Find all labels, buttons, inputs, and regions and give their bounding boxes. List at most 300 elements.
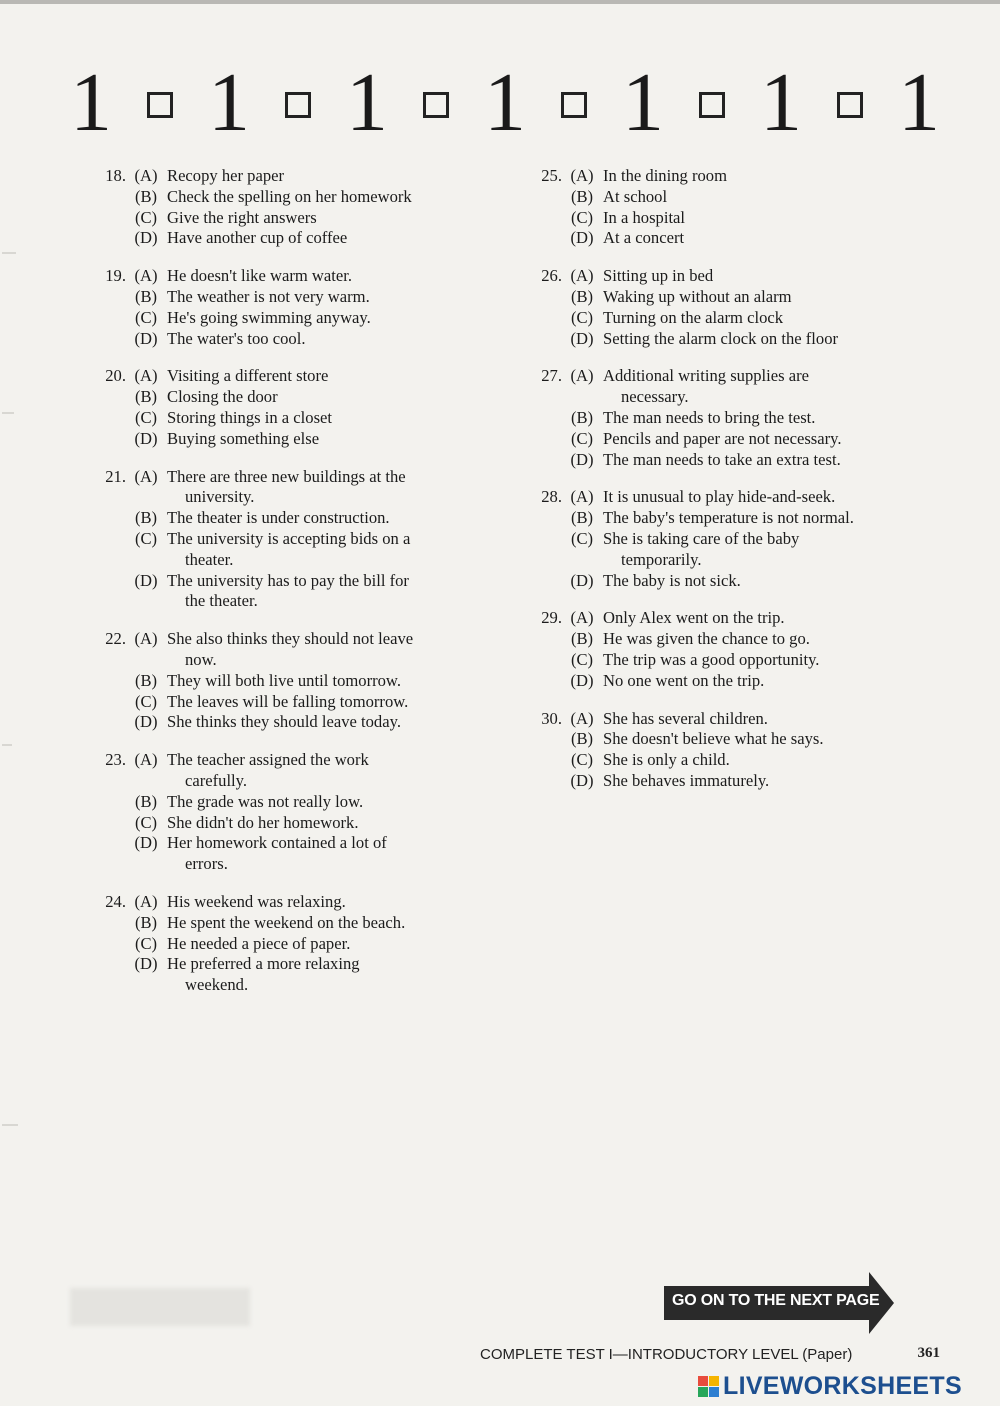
option-text-line: weekend. [185,975,249,995]
option-text-line: It is unusual to play hide-and-seek. [603,487,836,507]
answer-option [86,228,506,249]
top-rule [0,0,1000,4]
answer-option [522,629,932,650]
question-number [522,287,562,308]
option-text [602,508,932,529]
option-text-line: The weather is not very warm. [167,286,370,306]
option-text-line: At a concert [603,228,685,248]
next-page-label: GO ON TO THE NEXT PAGE [672,1292,880,1309]
option-text [166,208,506,229]
option-letter: (B) [134,791,158,811]
answer-option [522,228,932,249]
option-letter: (A) [570,166,594,185]
option-text [602,429,932,450]
answer-option [86,934,506,955]
answer-option [86,750,506,792]
option-text [602,529,932,571]
logo-tile [709,1387,719,1397]
option-letter: (D) [570,570,594,590]
question-number [522,450,562,471]
question-number: 19. [105,266,126,286]
option-letter: (B) [570,729,594,749]
answer-option [86,508,506,529]
banner-square-icon [285,92,311,118]
option-text [166,387,506,408]
question-item [86,467,506,613]
option-letter: (C) [570,428,594,448]
option-text [602,709,932,730]
answer-option [86,954,506,996]
option-letter: (C) [134,528,158,548]
answer-option [86,287,506,308]
answer-option [86,366,506,387]
question-number: 24. [105,891,126,911]
option-text-line: Sitting up in bed [603,266,714,286]
option-text-line: At school [603,186,668,206]
option-text-line: The teacher assigned the work [167,750,369,770]
answer-option [522,571,932,592]
answer-option [86,833,506,875]
option-text [166,712,506,733]
option-text [602,487,932,508]
question-number: 23. [105,750,126,770]
option-letter: (B) [570,407,594,427]
answer-option [86,571,506,613]
option-letter: (C) [570,528,594,548]
option-text-line: They will both live until tomorrow. [167,670,401,690]
option-text-line: In a hospital [603,207,686,227]
option-text-line: Her homework contained a lot of [167,833,387,853]
option-letter: (B) [570,629,594,649]
option-letter: (D) [570,228,594,248]
option-letter: (D) [134,954,158,974]
option-text [602,329,932,350]
answer-option [522,508,932,529]
option-letter: (A) [134,750,158,770]
option-text-line: carefully. [185,770,248,790]
question-item [522,266,932,349]
option-text-line: theater. [185,549,234,569]
answer-option [522,529,932,571]
option-text-line: The man needs to take an extra test. [603,449,841,469]
option-text-line: The leaves will be falling tomorrow. [167,691,409,711]
option-letter: (D) [134,428,158,448]
question-number [86,692,126,713]
option-letter: (B) [570,286,594,306]
option-text [602,187,932,208]
question-number [522,671,562,692]
question-number: 20. [105,366,126,386]
option-letter: (C) [134,307,158,327]
answer-option [86,408,506,429]
question-item [522,709,932,792]
option-text [602,408,932,429]
option-text-line: necessary. [621,387,689,407]
option-text-line: Recopy her paper [167,166,285,185]
option-text [166,308,506,329]
question-number [86,934,126,955]
banner-digit: 1 [346,56,388,149]
question-number [522,329,562,350]
option-letter: (C) [570,207,594,227]
option-letter: (D) [570,770,594,790]
option-letter: (B) [570,186,594,206]
question-number [86,408,126,429]
banner-digit: 1 [484,56,526,149]
option-letter: (B) [134,508,158,528]
option-letter: (D) [134,570,158,590]
option-text-line: She also thinks they should not leave [167,629,414,649]
option-text-line: She thinks they should leave today. [167,712,401,732]
option-text-line: The baby is not sick. [603,570,741,590]
answer-option [86,671,506,692]
answer-option [522,750,932,771]
option-text-line: She doesn't believe what he says. [603,729,824,749]
answer-option [522,187,932,208]
option-text-line: His weekend was relaxing. [167,891,346,911]
option-text-line: The theater is under construction. [167,508,390,528]
option-text [166,508,506,529]
question-number [522,771,562,792]
option-text-line: Have another cup of coffee [167,228,348,248]
answer-option [522,266,932,287]
answer-option [522,487,932,508]
answer-option [522,450,932,471]
liveworksheets-logo-icon [698,1376,719,1397]
option-text [602,571,932,592]
question-number [86,954,126,996]
option-letter: (D) [134,833,158,853]
question-number [522,308,562,329]
question-number [522,228,562,249]
option-text [602,629,932,650]
question-number [86,813,126,834]
liveworksheets-watermark [698,1371,962,1401]
option-text [602,287,932,308]
option-text-line: She has several children. [603,708,768,728]
question-number [522,208,562,229]
question-column-left [86,166,506,1013]
option-text-line: The grade was not really low. [167,791,364,811]
option-text [166,187,506,208]
banner-digit: 1 [760,56,802,149]
answer-option [86,187,506,208]
answer-option [522,166,932,187]
question-number [86,792,126,813]
option-letter: (C) [570,750,594,770]
answer-option [522,429,932,450]
option-text-line: The man needs to bring the test. [603,407,816,427]
answer-option [86,813,506,834]
answer-option [522,650,932,671]
option-text [166,329,506,350]
option-text [166,529,506,571]
banner-digit: 1 [898,56,940,149]
option-text [602,228,932,249]
answer-option [86,792,506,813]
question-item [522,166,932,249]
question-number [86,187,126,208]
option-text [166,954,506,996]
option-text-line: Turning on the alarm clock [603,307,784,327]
option-text-line: She is taking care of the baby [603,528,800,548]
option-text-line: Closing the door [167,387,278,407]
option-letter: (A) [570,487,594,507]
option-text [166,228,506,249]
option-text-line: No one went on the trip. [603,670,765,690]
question-number [522,650,562,671]
option-letter: (A) [134,466,158,486]
option-text-line: now. [185,649,217,669]
option-text-line: He doesn't like warm water. [167,266,353,286]
watermark-text: LIVEWORKSHEETS [723,1371,962,1400]
answer-option [86,692,506,713]
option-text [166,813,506,834]
option-letter: (A) [134,166,158,185]
option-text-line: There are three new buildings at the [167,466,406,486]
option-text [602,450,932,471]
option-text-line: Check the spelling on her homework [167,186,412,206]
option-text-line: Visiting a different store [167,366,329,386]
option-text [166,833,506,875]
question-number: 25. [541,166,562,185]
option-text [602,266,932,287]
banner-square-icon [423,92,449,118]
answer-option [522,408,932,429]
answer-option [522,329,932,350]
option-text-line: Only Alex went on the trip. [603,608,785,628]
option-text-line: Storing things in a closet [167,407,333,427]
question-number [86,571,126,613]
question-number [522,729,562,750]
question-number [86,712,126,733]
option-letter: (B) [134,912,158,932]
question-number [522,629,562,650]
option-text-line: He preferred a more relaxing [167,954,360,974]
option-letter: (A) [134,266,158,286]
option-letter: (A) [134,891,158,911]
banner-square-icon [561,92,587,118]
option-letter: (C) [134,691,158,711]
option-text-line: The university has to pay the bill for [167,570,409,590]
option-letter: (B) [134,186,158,206]
footer-title: COMPLETE TEST I—INTRODUCTORY LEVEL (Paper) [480,1346,853,1363]
option-text [166,287,506,308]
question-number [86,833,126,875]
scan-mark [2,1124,18,1126]
answer-option [86,329,506,350]
question-number: 28. [541,487,562,507]
question-number [522,508,562,529]
option-letter: (C) [570,649,594,669]
question-number [86,429,126,450]
option-text [602,166,932,187]
option-text-line: university. [185,487,255,507]
question-number: 29. [541,608,562,628]
question-number [86,529,126,571]
question-item [86,366,506,449]
answer-option [86,387,506,408]
answer-option [86,629,506,671]
option-letter: (B) [134,286,158,306]
question-column-right [522,166,932,809]
answer-option [86,529,506,571]
option-text-line: He's going swimming anyway. [167,307,371,327]
option-text [166,934,506,955]
option-text [166,629,506,671]
option-text [166,467,506,509]
answer-option [86,467,506,509]
option-letter: (D) [570,328,594,348]
option-letter: (B) [134,670,158,690]
question-number: 26. [541,266,562,286]
answer-option [86,429,506,450]
option-text [166,408,506,429]
banner-digit: 1 [622,56,664,149]
option-text [166,750,506,792]
option-text [602,771,932,792]
option-text [602,671,932,692]
page-footer [480,1346,940,1363]
option-text-line: She didn't do her homework. [167,812,359,832]
question-number [522,187,562,208]
option-text [602,750,932,771]
question-number [86,308,126,329]
option-text-line: The university is accepting bids on a [167,528,411,548]
option-text [166,692,506,713]
answer-option [86,913,506,934]
question-number [522,429,562,450]
answer-option [522,308,932,329]
option-letter: (C) [134,407,158,427]
answer-option [522,771,932,792]
answer-option [522,208,932,229]
answer-option [86,308,506,329]
option-letter: (D) [570,449,594,469]
option-letter: (A) [570,608,594,628]
question-number [86,208,126,229]
option-text [166,429,506,450]
option-text [602,729,932,750]
option-letter: (D) [134,328,158,348]
option-text [166,671,506,692]
answer-option [522,287,932,308]
option-text [602,366,932,408]
scan-mark [2,252,16,254]
option-letter: (C) [134,933,158,953]
option-text-line: Pencils and paper are not necessary. [603,428,842,448]
question-number: 18. [105,166,126,185]
question-number [522,571,562,592]
question-number: 22. [105,629,126,649]
question-number [86,228,126,249]
question-number [86,913,126,934]
option-letter: (A) [570,266,594,286]
question-item [86,166,506,249]
answer-option [522,366,932,408]
option-letter: (A) [570,366,594,386]
option-text-line: temporarily. [621,549,702,569]
option-text-line: Buying something else [167,428,320,448]
option-letter: (B) [570,508,594,528]
option-text-line: The baby's temperature is not normal. [603,508,854,528]
option-text-line: He spent the weekend on the beach. [167,912,406,932]
question-number [86,329,126,350]
section-banner [70,56,940,149]
option-letter: (C) [134,812,158,832]
question-item [86,629,506,733]
scan-mark [2,744,12,746]
option-text-line: the theater. [185,591,258,611]
answer-option [86,712,506,733]
option-text [166,792,506,813]
banner-digit: 1 [208,56,250,149]
option-text-line: He needed a piece of paper. [167,933,351,953]
answer-option [522,608,932,629]
question-number: 30. [541,708,562,728]
banner-digit: 1 [70,56,112,149]
option-letter: (A) [570,708,594,728]
question-number [86,671,126,692]
option-text [166,892,506,913]
banner-square-icon [147,92,173,118]
option-text [166,266,506,287]
option-letter: (A) [134,366,158,386]
option-letter: (A) [134,629,158,649]
answer-option [522,729,932,750]
option-text-line: Waking up without an alarm [603,286,792,306]
answer-option [522,709,932,730]
faded-smudge [70,1288,250,1326]
banner-square-icon [837,92,863,118]
option-text [166,571,506,613]
option-text-line: The water's too cool. [167,328,306,348]
option-text [602,650,932,671]
option-text [602,308,932,329]
logo-tile [698,1376,708,1386]
question-item [522,487,932,591]
option-text-line: Additional writing supplies are [603,366,810,386]
question-number: 21. [105,466,126,486]
question-item [86,750,506,875]
page-number: 361 [917,1345,940,1361]
question-number [522,408,562,429]
option-text-line: She behaves immaturely. [603,770,770,790]
option-letter: (B) [134,387,158,407]
option-text-line: She is only a child. [603,750,730,770]
question-item [522,366,932,470]
question-item [522,608,932,691]
question-number [86,508,126,529]
question-item [86,266,506,349]
option-text [602,608,932,629]
option-text-line: In the dining room [603,166,727,185]
option-text-line: The trip was a good opportunity. [603,649,820,669]
question-number: 27. [541,366,562,386]
question-number [86,387,126,408]
option-letter: (D) [134,228,158,248]
answer-option [86,266,506,287]
question-item [86,892,506,996]
option-text-line: errors. [185,854,228,874]
option-text-line: Give the right answers [167,207,317,227]
option-letter: (D) [570,670,594,690]
option-letter: (D) [134,712,158,732]
banner-square-icon [699,92,725,118]
answer-option [86,166,506,187]
question-number [522,529,562,571]
option-text [602,208,932,229]
